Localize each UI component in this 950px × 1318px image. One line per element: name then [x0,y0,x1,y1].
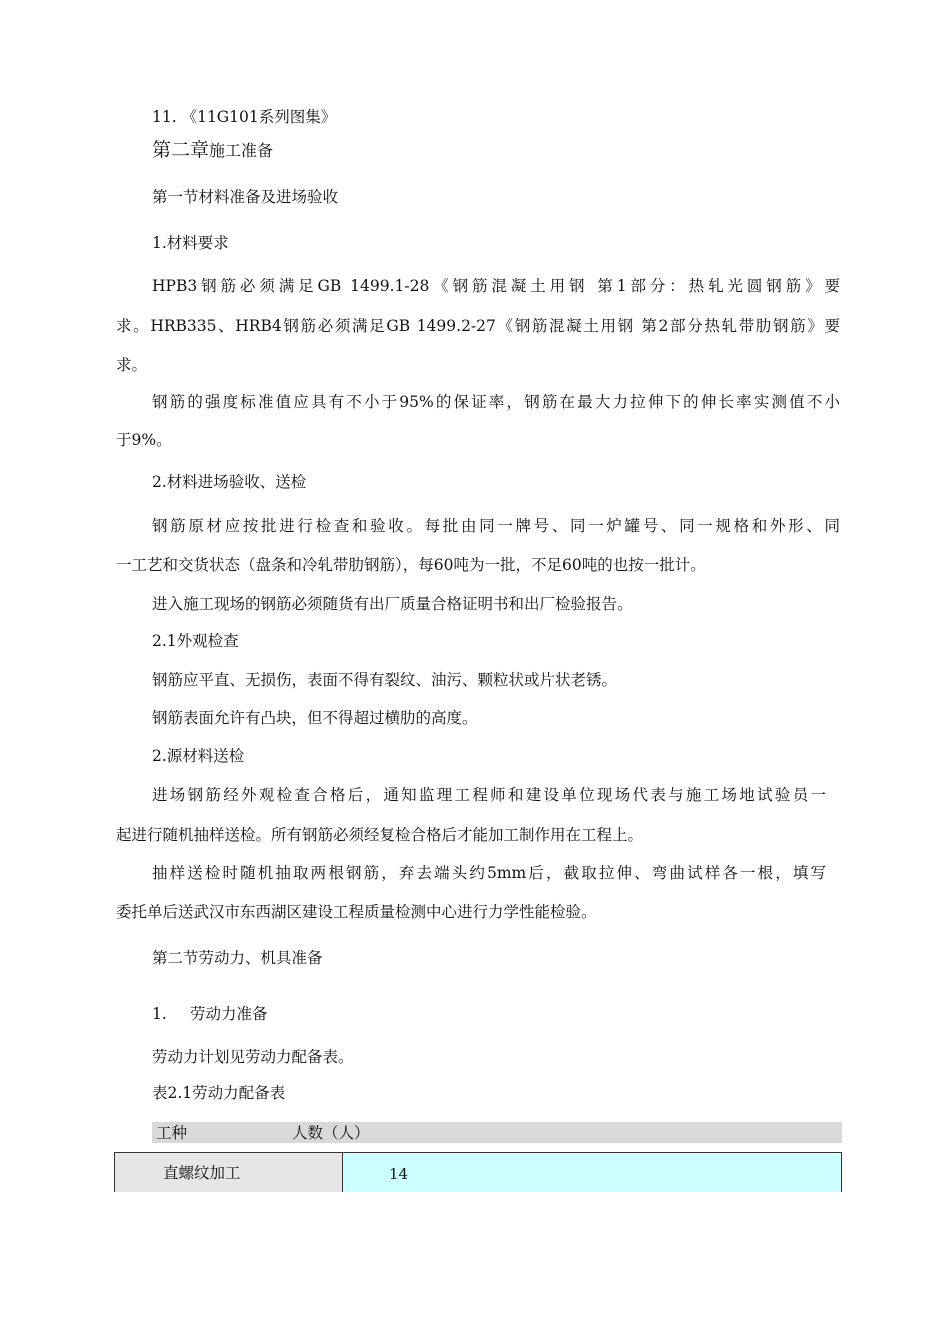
paragraph-4: 进入施工现场的钢筋必须随货有出厂质量合格证明书和出厂检验报告。 [152,595,633,613]
table-cell-count [343,1153,841,1192]
item-2-heading: 2.材料进场验收、送检 [152,473,307,491]
paragraph-3-line-1: 钢筋原材应按批进行检查和验收。每批由同一牌号、同一炉罐号、同一规格和外形、同 [152,517,840,535]
labor-heading [152,1004,268,1024]
reference-item-11: 11. 《11G101系列图集》 [152,108,337,126]
chapter-title: 施工准备 [209,141,274,160]
table-header [152,1122,842,1143]
item-2-2-heading: 2.源材料送检 [152,747,245,765]
paragraph-1-line-3: 求。 [116,356,148,374]
count-value: 14 [389,1165,409,1183]
trade-value: 直螺纹加工 [163,1164,241,1182]
section-2-heading: 第二节劳动力、机具准备 [152,949,323,967]
paragraph-5: 钢筋应平直、无损伤，表面不得有裂纹、油污、颗粒状或片状老锈。 [152,671,618,689]
paragraph-2-line-1: 钢筋的强度标准值应具有不小于95%的保证率，钢筋在最大力拉伸下的伸长率实测值不小 [152,393,840,411]
paragraph-7-line-1: 进场钢筋经外观检查合格后，通知监理工程师和建设单位现场代表与施工场地试验员一 [152,786,826,804]
labor-number: 1. [152,1005,167,1023]
table-row [114,1152,842,1192]
section-1-heading: 第一节材料准备及进场验收 [152,188,339,206]
paragraph-9: 劳动力计划见劳动力配备表。 [152,1048,354,1066]
paragraph-7-line-2: 起进行随机抽样送检。所有钢筋必须经复检合格后才能加工制作用在工程上。 [116,826,644,844]
paragraph-6: 钢筋表面允许有凸块，但不得超过横肋的高度。 [152,709,478,727]
paragraph-8-line-2: 委托单后送武汉市东西湖区建设工程质量检测中心进行力学性能检验。 [116,903,597,921]
paragraph-1-line-1: HPB3钢筋必须满足GB 1499.1-28《钢筋混凝土用钢 第1部分：热轧光圆钢筋》要 [152,277,840,295]
table-header-trade: 工种 [156,1124,188,1142]
chapter-heading [152,138,273,163]
chapter-number: 第二章 [152,139,210,161]
paragraph-8-line-1: 抽样送检时随机抽取两根钢筋，弃去端头约5mm后，截取拉伸、弯曲试样各一根，填写 [152,864,826,882]
table-header-count: 人数（人） [292,1124,370,1142]
item-2-1-heading: 2.1外观检查 [152,632,239,650]
labor-title: 劳动力准备 [190,1005,268,1023]
paragraph-3-line-2: 一工艺和交货状态（盘条和冷轧带肋钢筋），每60吨为一批，不足60吨的也按一批计。 [116,556,706,574]
item-1-heading: 1.材料要求 [152,234,229,252]
paragraph-1-line-2: 求。HRB335、HRB4钢筋必须满足GB 1499.2-27《钢筋混凝土用钢 第2部分热轧带肋钢筋》要 [116,317,840,335]
table-caption: 表2.1劳动力配备表 [152,1084,286,1102]
paragraph-2-line-2: 于9%。 [116,431,172,449]
table-cell-trade [115,1153,343,1192]
